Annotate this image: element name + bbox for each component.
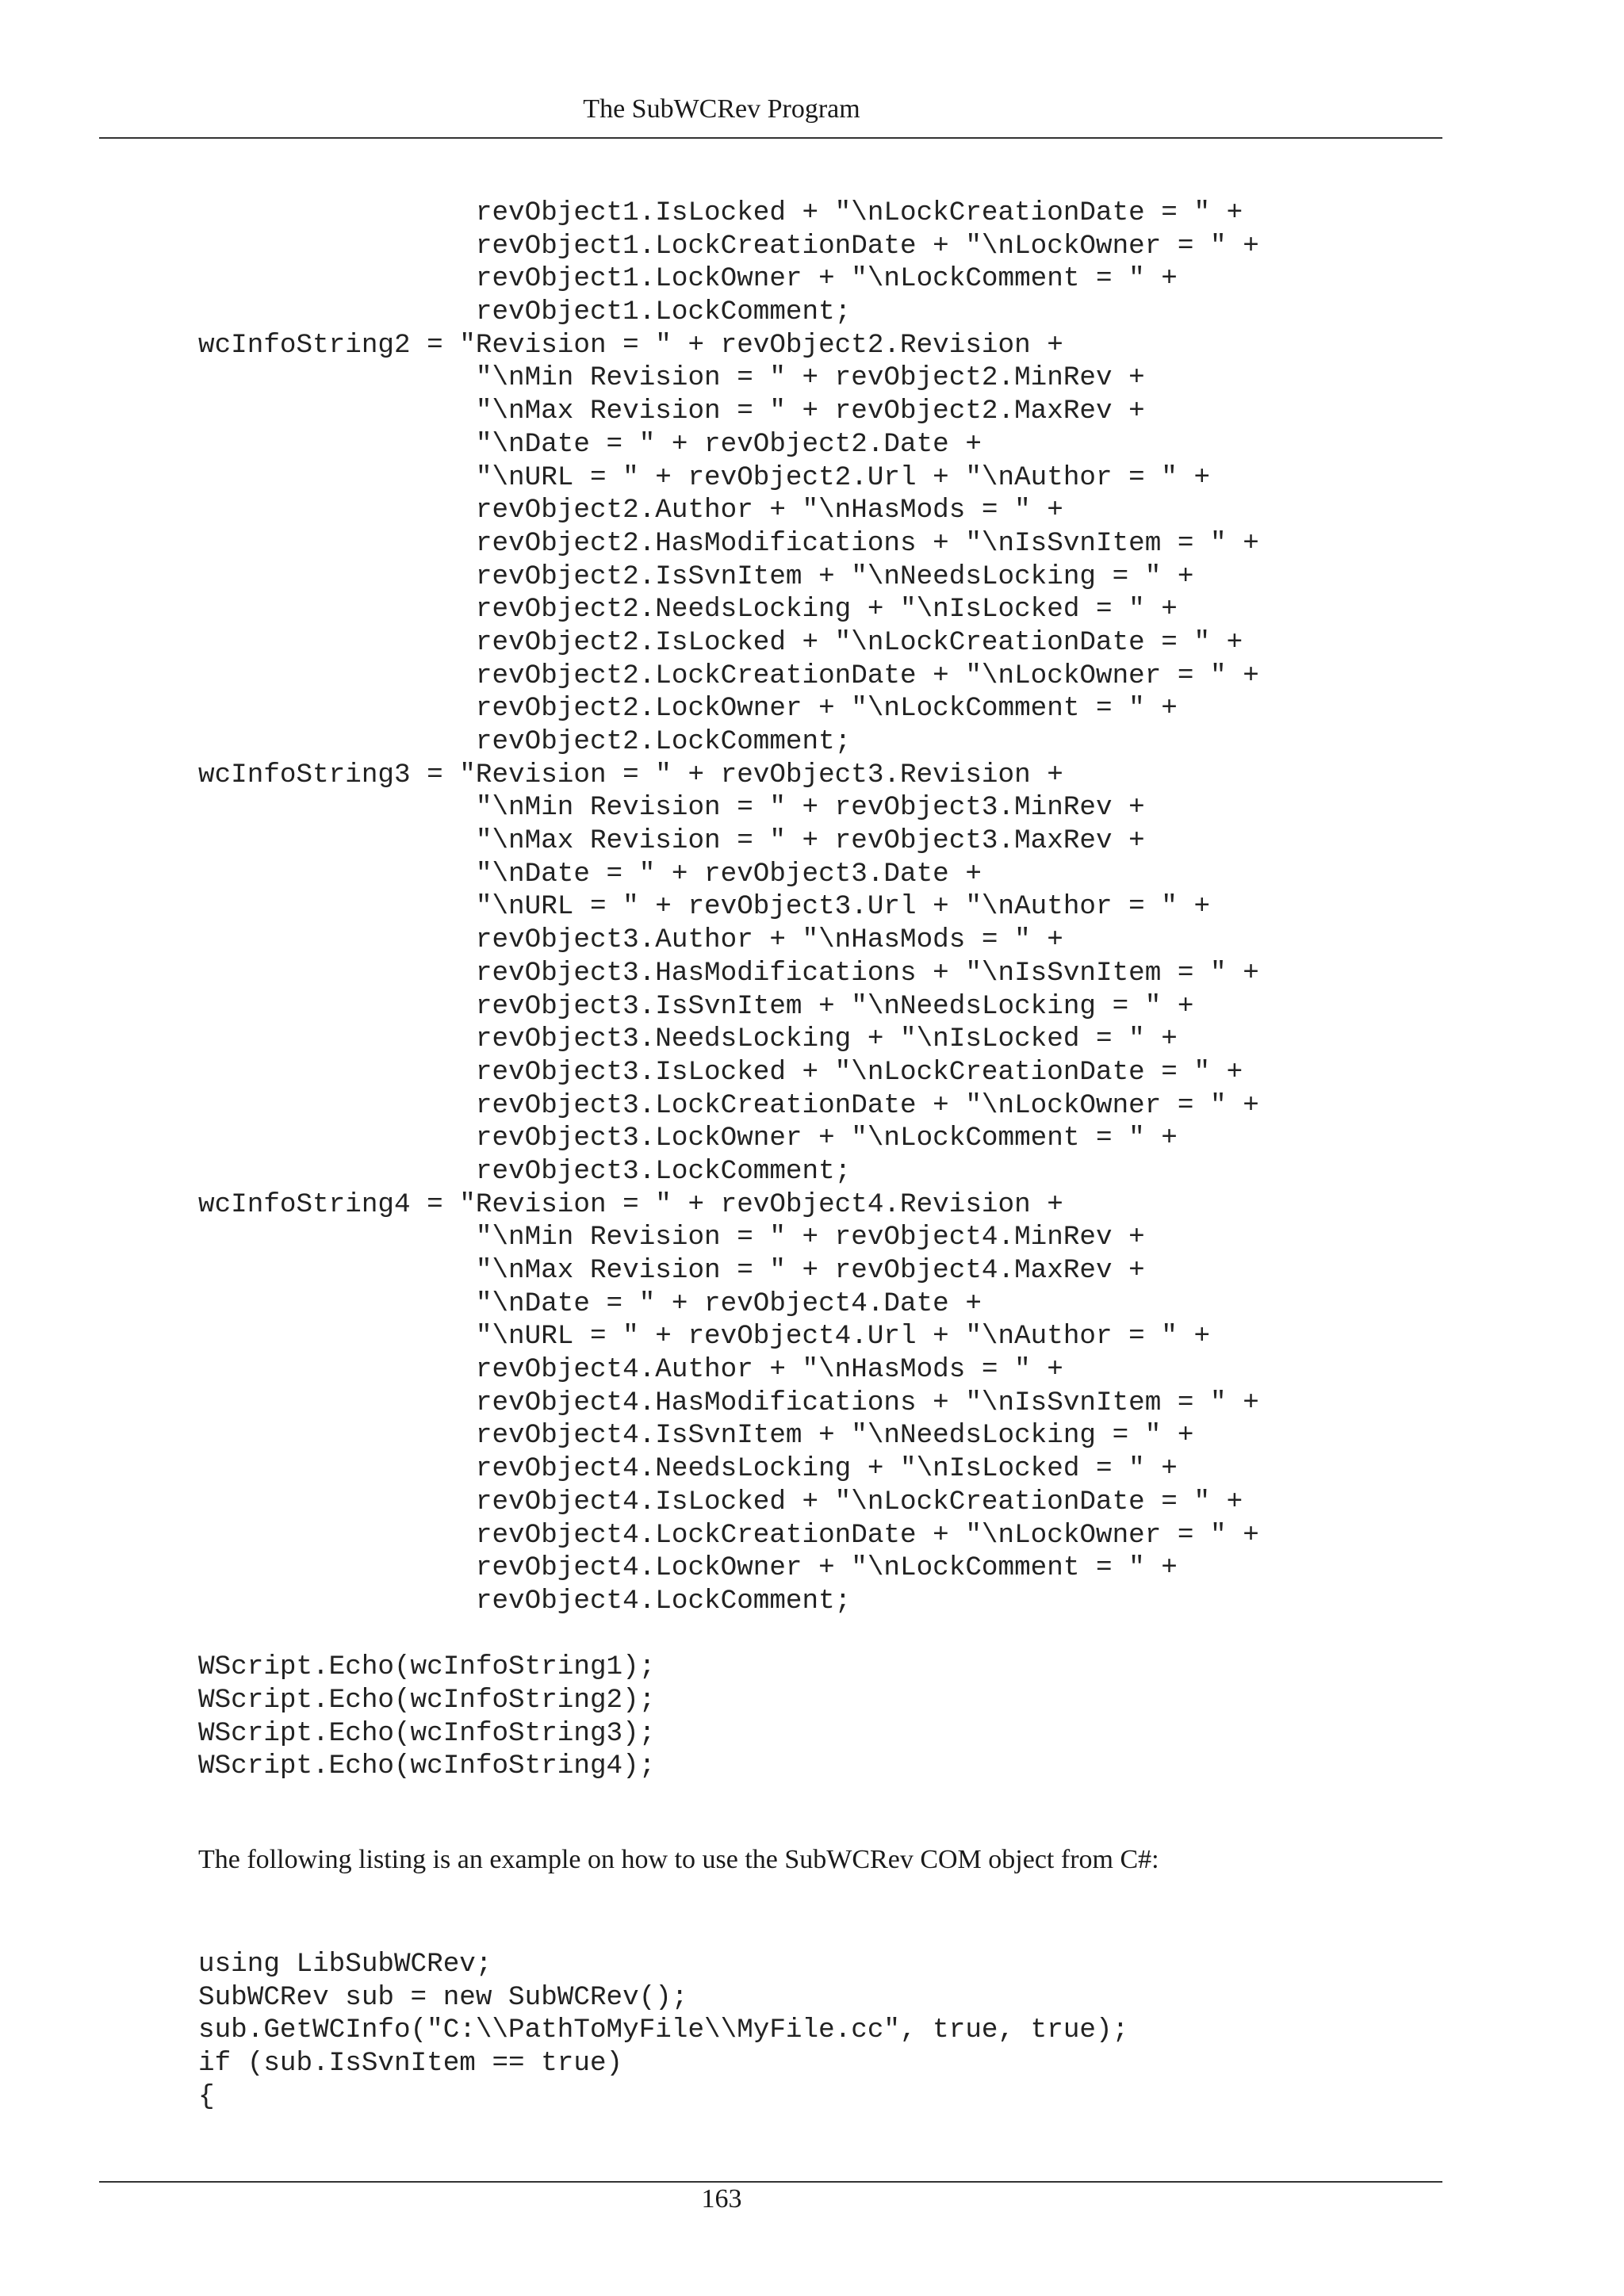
code-line: if (sub.IsSvnItem == true): [198, 2048, 623, 2080]
code-line: "\nDate = " + revObject2.Date +: [198, 428, 982, 460]
code-line: revObject2.LockOwner + "\nLockComment = " +: [198, 693, 1178, 725]
code-line: revObject4.LockOwner + "\nLockComment = " +: [198, 1552, 1178, 1584]
code-line: revObject3.HasModifications + "\nIsSvnItem = " +: [198, 957, 1259, 989]
code-line: "\nMax Revision = " + revObject3.MaxRev +: [198, 825, 1145, 857]
code-line: "\nURL = " + revObject2.Url + "\nAuthor = " +: [198, 461, 1211, 493]
code-listing-jscript: [198, 197, 1259, 1783]
code-line: wcInfoString4 = "Revision = " + revObject4.Revision +: [198, 1188, 1063, 1220]
code-line: revObject2.LockCreationDate + "\nLockOwner = " +: [198, 660, 1259, 691]
code-line: revObject2.HasModifications + "\nIsSvnItem = " +: [198, 527, 1259, 559]
code-line: "\nMin Revision = " + revObject2.MinRev +: [198, 362, 1145, 394]
code-line: sub.GetWCInfo("C:\\PathToMyFile\\MyFile.cc", true, true);: [198, 2015, 1129, 2046]
code-line: revObject4.IsSvnItem + "\nNeedsLocking = " +: [198, 1420, 1194, 1452]
code-line: WScript.Echo(wcInfoString2);: [198, 1684, 656, 1716]
code-line: WScript.Echo(wcInfoString1);: [198, 1651, 656, 1683]
code-line: "\nDate = " + revObject3.Date +: [198, 858, 982, 890]
code-line: revObject4.IsLocked + "\nLockCreationDate = " +: [198, 1486, 1243, 1517]
code-line: wcInfoString2 = "Revision = " + revObject2.Revision +: [198, 329, 1063, 361]
code-line: revObject3.LockCreationDate + "\nLockOwner = " +: [198, 1089, 1259, 1121]
code-line: revObject2.IsLocked + "\nLockCreationDate = " +: [198, 626, 1243, 658]
code-line: revObject4.LockComment;: [198, 1585, 852, 1617]
body-paragraph: The following listing is an example on how to use the SubWCRev COM object from C#:: [198, 1845, 1159, 1874]
header-rule: [99, 137, 1442, 139]
code-line: revObject4.NeedsLocking + "\nIsLocked = " +: [198, 1453, 1178, 1485]
code-line: wcInfoString3 = "Revision = " + revObject3.Revision +: [198, 759, 1063, 790]
code-line: revObject2.Author + "\nHasMods = " +: [198, 495, 1063, 526]
code-line: using LibSubWCRev;: [198, 1949, 492, 1980]
code-line: "\nMax Revision = " + revObject4.MaxRev +: [198, 1255, 1145, 1286]
code-listing-csharp: [198, 1948, 1128, 2113]
code-line: revObject1.LockCreationDate + "\nLockOwner = " +: [198, 230, 1259, 262]
code-line: "\nURL = " + revObject4.Url + "\nAuthor = " +: [198, 1321, 1211, 1353]
code-line: WScript.Echo(wcInfoString4);: [198, 1751, 656, 1782]
code-line: SubWCRev sub = new SubWCRev();: [198, 1981, 688, 2013]
code-line: revObject4.HasModifications + "\nIsSvnItem = " +: [198, 1387, 1259, 1418]
code-line: revObject1.LockOwner + "\nLockComment = " +: [198, 263, 1178, 295]
code-line: "\nDate = " + revObject4.Date +: [198, 1288, 982, 1319]
code-line: revObject4.LockCreationDate + "\nLockOwner = " +: [198, 1519, 1259, 1551]
code-line: "\nMin Revision = " + revObject3.MinRev +: [198, 792, 1145, 824]
code-line: revObject1.LockComment;: [198, 297, 852, 328]
code-line: "\nURL = " + revObject3.Url + "\nAuthor = " +: [198, 891, 1211, 923]
page-number: 163: [701, 2184, 742, 2214]
code-line: "\nMin Revision = " + revObject4.MinRev +: [198, 1222, 1145, 1253]
code-line: WScript.Echo(wcInfoString3);: [198, 1717, 656, 1749]
code-line: {: [198, 2080, 215, 2112]
code-line: revObject2.NeedsLocking + "\nIsLocked = " +: [198, 594, 1178, 626]
code-line: [198, 1618, 1259, 1651]
code-line: revObject3.NeedsLocking + "\nIsLocked = " +: [198, 1024, 1178, 1055]
code-line: revObject3.IsSvnItem + "\nNeedsLocking = " +: [198, 990, 1194, 1022]
code-line: revObject1.IsLocked + "\nLockCreationDate = " +: [198, 197, 1243, 228]
code-line: revObject3.LockComment;: [198, 1155, 852, 1187]
code-line: "\nMax Revision = " + revObject2.MaxRev +: [198, 396, 1145, 427]
code-line: revObject3.IsLocked + "\nLockCreationDate = " +: [198, 1056, 1243, 1088]
running-header: The SubWCRev Program: [583, 94, 860, 124]
code-line: revObject3.LockOwner + "\nLockComment = " +: [198, 1123, 1178, 1154]
footer-rule: [99, 2181, 1442, 2183]
code-line: revObject2.IsSvnItem + "\nNeedsLocking = " +: [198, 561, 1194, 592]
code-line: revObject4.Author + "\nHasMods = " +: [198, 1354, 1063, 1386]
code-line: revObject3.Author + "\nHasMods = " +: [198, 924, 1063, 956]
code-line: revObject2.LockComment;: [198, 726, 852, 757]
